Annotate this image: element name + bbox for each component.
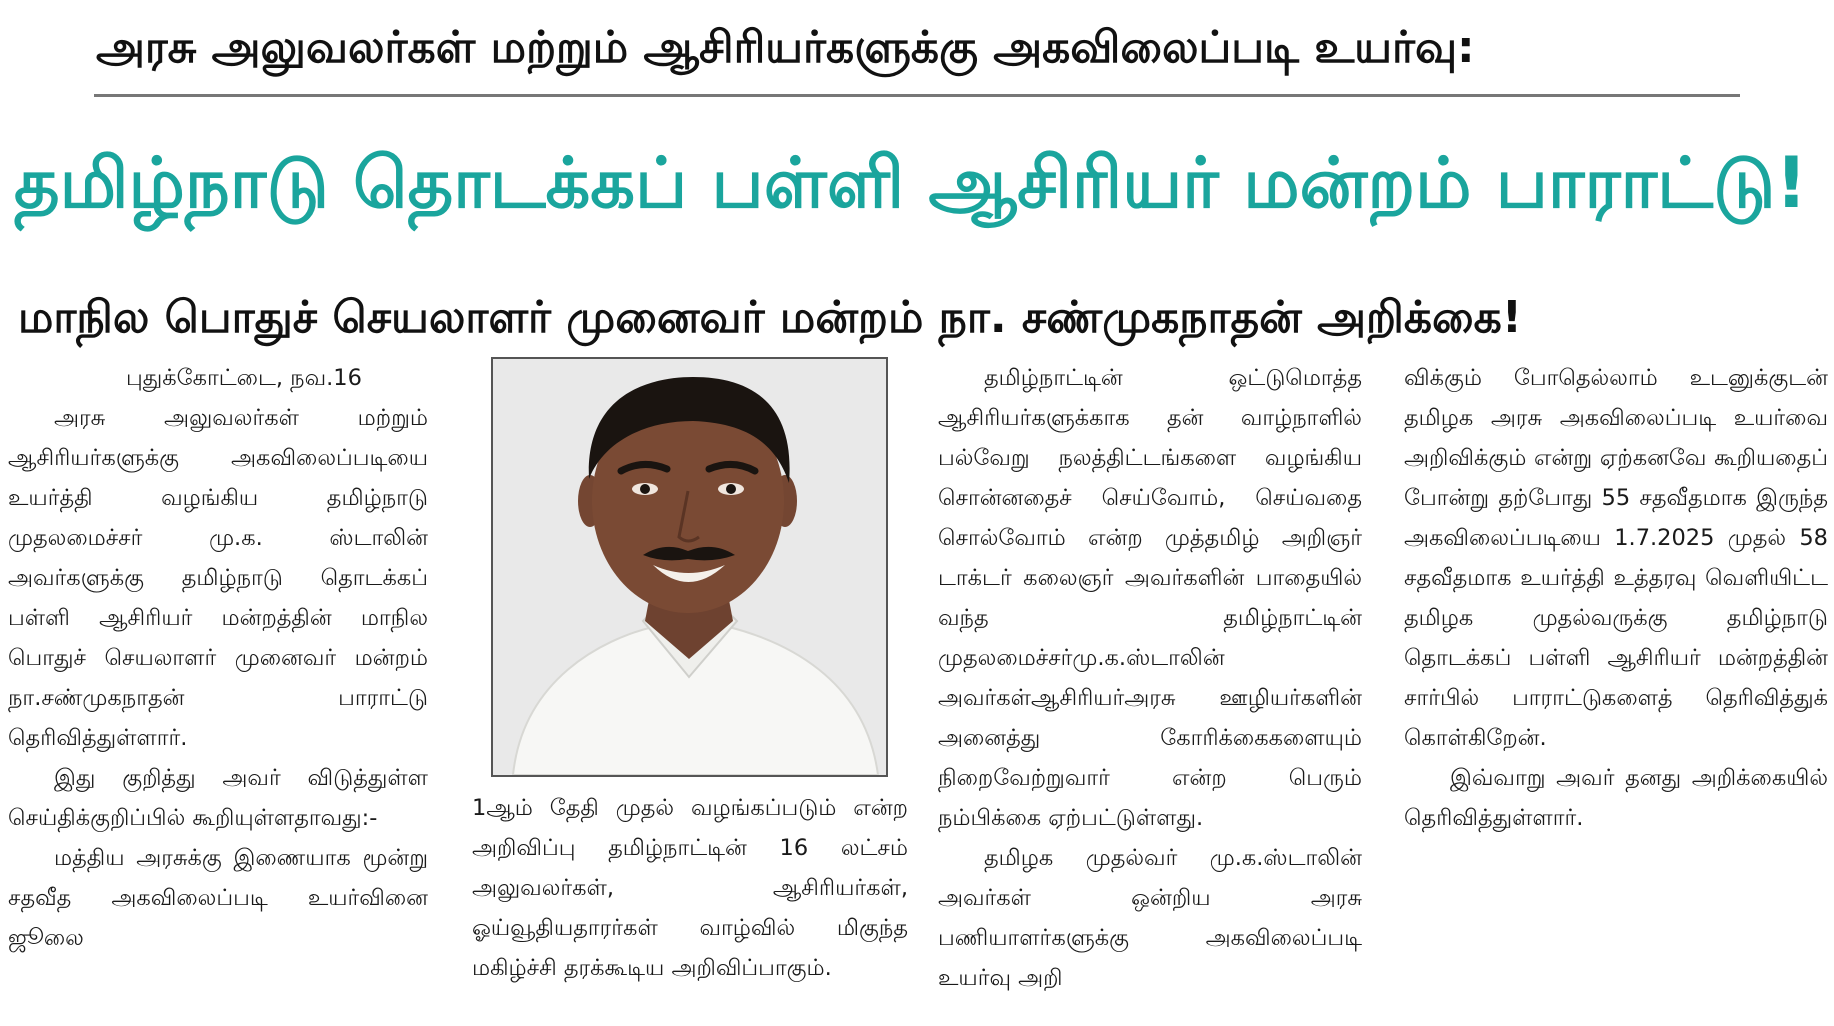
article-column-3 — [938, 358, 1362, 1026]
paragraph: அரசு அலுவலர்கள் மற்றும் ஆசிரியர்களுக்கு அகவிலைப்படியை உயர்த்தி வழங்கிய தமிழ்நாடு முதலமைச்சர் மு.க. ஸ்டாலின் அவர்களுக்கு தமிழ்நாடு தொடக்கப் பள்ளி ஆசிரியர் மன்றத்தின் மாநில பொதுச் செயலாளர் முனைவர் மன்றம் நா.சண்முகநாதன் பாராட்டு தெரிவித்துள்ளார். — [8, 405, 428, 751]
dateline: புதுக்கோட்டை, நவ.16 — [126, 365, 362, 391]
article-column-4 — [1404, 358, 1828, 1026]
paragraph: தமிழக முதல்வர் மு.க.ஸ்டாலின் அவர்கள் ஒன்றிய அரசு பணியாளர்களுக்கு அகவிலைப்படி உயர்வு அறி — [938, 845, 1362, 991]
sub-headline: மாநில பொதுச் செயலாளர் முனைவர் மன்றம் நா. சண்முகநாதன் அறிக்கை! — [18, 292, 1522, 343]
divider-rule — [94, 94, 1740, 97]
paragraph: 1ஆம் தேதி முதல் வழங்கப்படும் என்ற அறிவிப்பு தமிழ்நாட்டின் 16 லட்சம் அலுவலர்கள், ஆசிரியர்கள், ஓய்வூதியதாரர்கள் வாழ்வில் மிகுந்த மகிழ்ச்சி தரக்கூடிய அறிவிப்பாகும். — [472, 795, 908, 981]
article-column-2 — [472, 788, 908, 1026]
paragraph: தமிழ்நாட்டின் ஒட்டுமொத்த ஆசிரியர்களுக்காக தன் வாழ்நாளில் பல்வேறு நலத்திட்டங்களை வழங்கிய சொன்னதைச் செய்வோம், செய்வதை சொல்வோம் என்ற முத்தமிழ் அறிஞர் டாக்டர் கலைஞர் அவர்களின் பாதையில் வந்த தமிழ்நாட்டின் முதலமைச்சர்மு.க.ஸ்டாலின் அவர்கள்ஆசிரியர்அரசு ஊழியர்களின் அனைத்து கோரிக்கைகளையும் நிறைவேற்றுவார் என்ற பெரும் நம்பிக்கை ஏற்பட்டுள்ளது. — [938, 365, 1362, 831]
man-portrait-photo-icon — [493, 359, 886, 775]
portrait-photo — [491, 357, 888, 777]
paragraph: மத்திய அரசுக்கு இணையாக மூன்று சதவீத அகவிலைப்படி உயர்வினை ஜூலை — [8, 845, 428, 951]
article-column-1 — [8, 358, 428, 1026]
main-headline: தமிழ்நாடு தொடக்கப் பள்ளி ஆசிரியர் மன்றம் பாராட்டு! — [14, 142, 1808, 224]
paragraph: இவ்வாறு அவர் தனது அறிக்கையில் தெரிவித்துள்ளார். — [1404, 765, 1828, 831]
paragraph: விக்கும் போதெல்லாம் உடனுக்குடன் தமிழக அரசு அகவிலைப்படி உயர்வை அறிவிக்கும் என்று ஏற்கனவே கூறியதைப் போன்று தற்போது 55 சதவீதமாக இருந்த அகவிலைப்படியை 1.7.2025 முதல் 58 சதவீதமாக உயர்த்தி உத்தரவு வெளியிட்ட தமிழக முதல்வருக்கு தமிழ்நாடு தொடக்கப் பள்ளி ஆசிரியர் மன்றத்தின் சார்பில் பாராட்டுகளைத் தெரிவித்துக் கொள்கிறேன். — [1404, 365, 1828, 751]
kicker-heading: அரசு அலுவலர்கள் மற்றும் ஆசிரியர்களுக்கு அகவிலைப்படி உயர்வு: — [96, 22, 1475, 73]
paragraph: இது குறித்து அவர் விடுத்துள்ள செய்திக்குறிப்பில் கூறியுள்ளதாவது:- — [8, 765, 428, 831]
